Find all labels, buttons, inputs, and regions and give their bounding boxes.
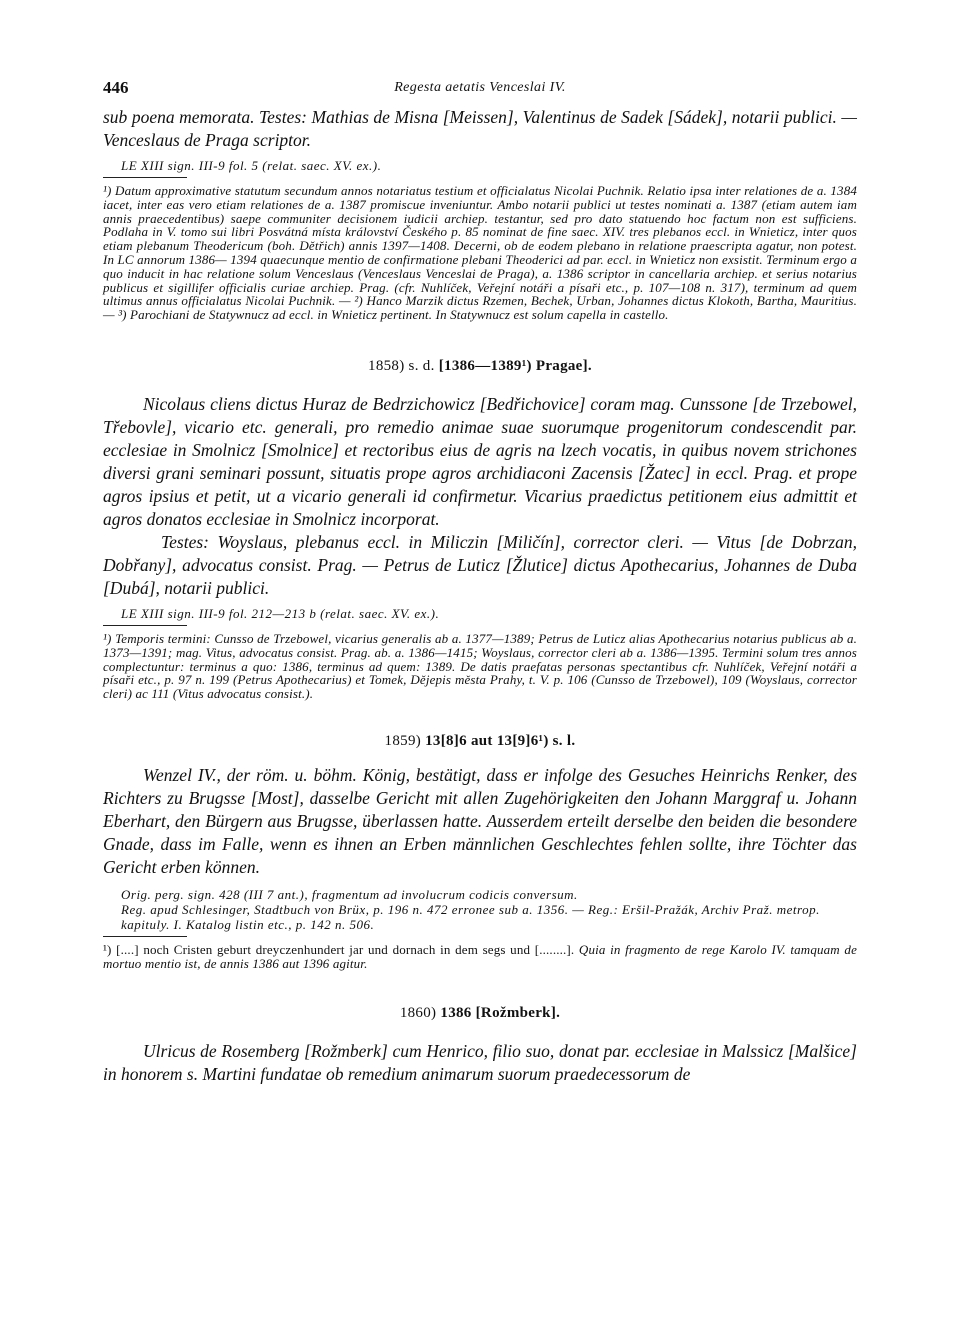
- footnote-rule: [103, 936, 187, 937]
- footnote-rule: [103, 177, 187, 178]
- page-header: [103, 70, 857, 100]
- entry-continuation: [103, 106, 857, 322]
- document-page: [103, 70, 857, 1086]
- entry-heading: [103, 1005, 857, 1022]
- entry-date: 1386 [Rožmberk].: [440, 1004, 561, 1021]
- footnote: [103, 943, 857, 971]
- entry-1860: [103, 1005, 857, 1086]
- entry-number: 1858) s. d.: [368, 357, 435, 374]
- entry-1858: [103, 358, 857, 701]
- entry-number: 1859): [384, 732, 422, 749]
- source-reference: LE XIII sign. III-9 fol. 5 (relat. saec. XV. ex.).: [121, 158, 382, 173]
- entry-1859: [103, 733, 857, 971]
- entry-heading: [103, 358, 857, 375]
- footnote-rule: [103, 625, 187, 626]
- footnote: ¹) Datum approximative statutum secundum annos notariatus testium et officialatus Nicolai Puchnik. Relatio ipsa inter relationes de a. 1384 iacet, inter eas vero etiam relationes de a. 1387 promiscue inveniuntur. Ambo notarii publici ut testes nominati a. 1387 (etiam autem iam annis praecedentibus) saepe communiter decisionem iudicii archiep. testantur, sed pro dato statuendo hoc factum non est sufficiens. Podlaha in V. tomo sui libri Posvátná místa království Českého p. 85 nominat de fine saec. XIV. tres plebanos eccl. in Wnieticz, inter quos etiam plebanum Theodericum (boh. Dětřich) annis 1397—1408. Decerni, ob de eodem plebano in relatione praescripta agatur, non potest. In LC annorum 1386— 1394 quaecunque mentio de confirmatione plebani Theoderici ad par. eccl. in Wnieticz non exsistit. Terminum ergo a quo inducit in hac relatione solum Venceslaus (Venceslaus Venceslai de Praga), a. 1386 scriptor in cancellaria archiep. et serius notarius publicus et sigillifer officialis curiae archiep. Prag. (cfr. Nuhlíček, Veřejní notáři a písaři etc., p. 107—108 n. 317), terminum ad quem ultimus annus officialatus Nicolai Puchnik. — ²) Hanco Marzik dictus Rzemen, Bechek, Urban, Johannes dictus Klokoth, Bartha, Mauritius. — ³) Parochiani de Statywnucz ad eccl. in Wnieticz pertinent. In Statywnucz est solum capella in castello.: [103, 183, 857, 323]
- source-reference: LE XIII sign. III-9 fol. 212—213 b (relat. saec. XV. ex.).: [121, 605, 440, 621]
- page-number: 446: [103, 78, 129, 97]
- source-regest: Reg. apud Schlesinger, Stadtbuch von Brüx, p. 196 n. 472 erronee sub a. 1356. — Reg.: Eršil-Pražák, Archiv Praž. metrop. kapituly. I. Katalog listin etc., p. 142 n. 506.: [121, 901, 820, 932]
- witnesses-text: Testes: Woyslaus, plebanus eccl. in Miliczin [Miličín], corrector cleri. — Vitus [de Dobrzan, Dobřany], advocatus consist. Prag. — Petrus de Luticz [Žlutice] dictus Apothecarius, Johannes de Duba [Dubá], notarii publici.: [103, 531, 857, 598]
- regest-text: Wenzel IV., der röm. u. böhm. König, bestätigt, dass er infolge des Gesuches Heinrichs Renker, des Richters zu Brugsse [Most], dasselbe Gericht mit allen Zugehörigkeiten den Johann Marggraf u. Johann Eberhart, den Bürgern aus Brugsse, überlassen hatte. Ausserdem erteilt derselbe den beiden die besondere Gnade, dass im Falle, wenn es ihnen an Erben männlichen Geschlechtes fehlen sollte, ihre Töchter das Gericht erben können.: [103, 764, 857, 877]
- entry-date: 13[8]6 aut 13[9]6¹) s. l.: [425, 732, 576, 749]
- footnote-comment: Quia in fragmento de rege Karolo IV. tamquam de mortuo mentio ist, de annis 1386 aut 1396 agitur.: [103, 941, 857, 971]
- regest-text: Nicolaus cliens dictus Huraz de Bedrzichowicz [Bedřichovice] coram mag. Cunssone [de Trzebowel, Třebovle], vicario etc. generali, pro remedio animae suae suorumque progenitorum condescendit par. ecclesiae in Smolnicz [Smolnice] et rectoribus eius de agris na lzech vocatis, in quibus novem strichones diversi grani seminari possunt, situatis prope agros archidiaconi Zacensis [Žatec] in eccl. Prag. et prope agros ipsius et petit, ut a vicario generali id confirmetur. Vicarius praedictus petitionem eius admittit et agros donatos ecclesiae in Smolnicz incorporat.: [103, 393, 857, 529]
- footnote: ¹) Temporis termini: Cunsso de Trzebowel, vicarius generalis ab a. 1377—1389; Petrus de Luticz alias Apothecarius notarius publicus ab a. 1373—1391; mag. Vitus, advocatus consist. Prag. ab. a. 1386—1415; Woyslaus, corrector cleri ab a. 1386—1395. Termini solum tres annos complectuntur: terminus a quo: 1386, terminus ad quem: 1389. De datis praefatas personas spectantibus cfr. Nuhlíček, Veřejní notáři a písaři etc., p. 97 n. 199 (Petrus Apothecarius) et Tomek, Dějepis města Prahy, t. V. p. 106 (Cunsso de Trzebowel), 109 (Woyslaus, corrector cleri) ac 111 (Vitus advocatus consist.).: [103, 630, 857, 702]
- source-original: Orig. perg. sign. 428 (III 7 ant.), fragmentum ad involucrum codicis conversum.: [121, 886, 578, 902]
- entry-heading: [103, 733, 857, 750]
- entry-number: 1860): [399, 1004, 437, 1021]
- running-title: Regesta aetatis Venceslai IV.: [394, 80, 566, 95]
- continuation-text: sub poena memorata. Testes: Mathias de Misna [Meissen], Valentinus de Sadek [Sádek], notarii publici. — Venceslaus de Praga scriptor.: [103, 107, 857, 150]
- footnote-quote: ¹) [....] noch Cristen geburt dreyczenhundert jar und dornach in dem segs und [........].: [103, 941, 575, 957]
- regest-text: Ulricus de Rosemberg [Rožmberk] cum Henrico, filio suo, donat par. ecclesiae in Malssicz [Malšice] in honorem s. Martini fundatae ob remedium animarum suorum praedecessorum de: [103, 1040, 857, 1084]
- entry-date: [1386—1389¹) Pragae].: [438, 357, 592, 374]
